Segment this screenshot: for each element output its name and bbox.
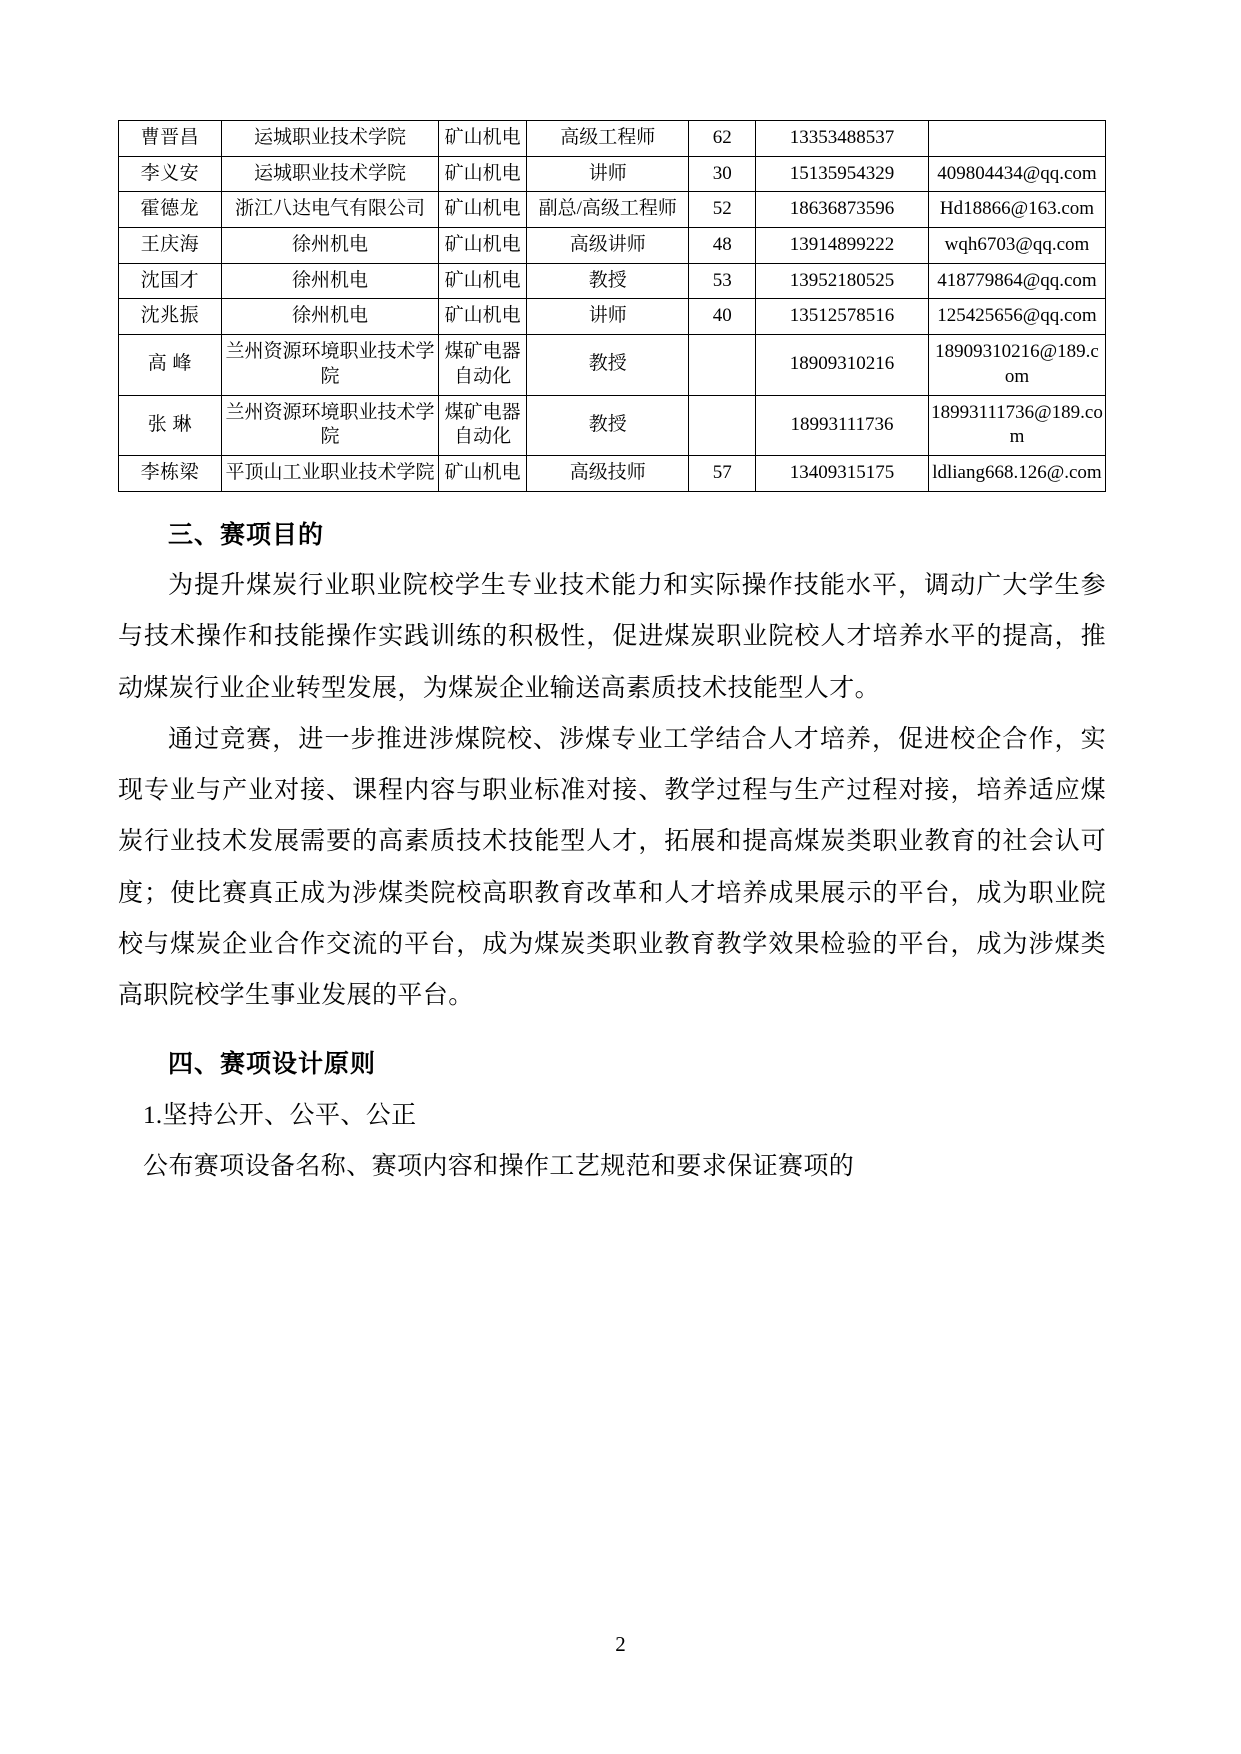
cell-title: 教授 — [527, 335, 689, 395]
cell-email: 409804434@qq.com — [928, 156, 1105, 192]
cell-organization: 平顶山工业职业技术学院 — [221, 455, 438, 491]
table-row — [119, 335, 1106, 395]
cell-age — [689, 395, 756, 455]
cell-age: 48 — [689, 228, 756, 264]
expert-list-table — [118, 120, 1106, 492]
cell-age: 62 — [689, 121, 756, 157]
cell-age: 30 — [689, 156, 756, 192]
cell-age: 57 — [689, 455, 756, 491]
cell-name: 沈国才 — [119, 263, 222, 299]
table-row — [119, 156, 1106, 192]
cell-phone: 13353488537 — [756, 121, 929, 157]
cell-name: 高 峰 — [119, 335, 222, 395]
cell-title: 讲师 — [527, 156, 689, 192]
cell-title: 高级技师 — [527, 455, 689, 491]
table-row — [119, 263, 1106, 299]
table-row — [119, 192, 1106, 228]
cell-phone: 13512578516 — [756, 299, 929, 335]
cell-title: 高级讲师 — [527, 228, 689, 264]
cell-phone: 15135954329 — [756, 156, 929, 192]
cell-phone: 13914899222 — [756, 228, 929, 264]
cell-organization: 徐州机电 — [221, 299, 438, 335]
table-row — [119, 395, 1106, 455]
cell-age: 52 — [689, 192, 756, 228]
cell-organization: 兰州资源环境职业技术学院 — [221, 335, 438, 395]
cell-email — [928, 121, 1105, 157]
table-row — [119, 455, 1106, 491]
cell-email: wqh6703@qq.com — [928, 228, 1105, 264]
cell-age: 53 — [689, 263, 756, 299]
cell-name: 霍德龙 — [119, 192, 222, 228]
cell-major: 矿山机电 — [439, 263, 527, 299]
cell-email: 18993111736@189.com — [928, 395, 1105, 455]
cell-title: 讲师 — [527, 299, 689, 335]
cell-email: 18909310216@189.com — [928, 335, 1105, 395]
cell-major: 矿山机电 — [439, 455, 527, 491]
cell-age: 40 — [689, 299, 756, 335]
cell-title: 教授 — [527, 395, 689, 455]
design-principle-item-1: 1.坚持公开、公平、公正 — [143, 1101, 417, 1129]
table-row — [119, 299, 1106, 335]
cell-phone: 13952180525 — [756, 263, 929, 299]
cell-title: 副总/高级工程师 — [527, 192, 689, 228]
cell-name: 王庆海 — [119, 228, 222, 264]
cell-organization: 徐州机电 — [221, 228, 438, 264]
table-row — [119, 228, 1106, 264]
cell-name: 李栋梁 — [119, 455, 222, 491]
cell-name: 李义安 — [119, 156, 222, 192]
cell-phone: 18909310216 — [756, 335, 929, 395]
cell-organization: 兰州资源环境职业技术学院 — [221, 395, 438, 455]
cell-phone: 13409315175 — [756, 455, 929, 491]
cell-organization: 浙江八达电气有限公司 — [221, 192, 438, 228]
cell-title: 高级工程师 — [527, 121, 689, 157]
cell-major: 矿山机电 — [439, 192, 527, 228]
cell-name: 张 琳 — [119, 395, 222, 455]
section-heading-three: 三、赛项目的 — [168, 520, 325, 549]
paragraph-purpose-2: 通过竞赛，进一步推进涉煤院校、涉煤专业工学结合人才培养，促进校企合作，实现专业与产业对接、课程内容与职业标准对接、教学过程与生产过程对接，培养适应煤炭行业技术发展需要的高素质技术技能型人才，拓展和提高煤炭类职业教育的社会认可度；使比赛真正成为涉煤类院校高职教育改革和人才培养成果展示的平台，成为职业院校与煤炭企业合作交流的平台，成为煤炭类职业教育教学效果检验的平台，成为涉煤类高职院校学生事业发展的平台。 — [118, 725, 1106, 1010]
cell-email: Hd18866@163.com — [928, 192, 1105, 228]
design-principle-item-1-body: 公布赛项设备名称、赛项内容和操作工艺规范和要求保证赛项的 — [143, 1153, 855, 1181]
cell-name: 曹晋昌 — [119, 121, 222, 157]
section-heading-four: 四、赛项设计原则 — [168, 1050, 377, 1079]
table-row — [119, 121, 1106, 157]
cell-major: 矿山机电 — [439, 299, 527, 335]
page-number: 2 — [615, 1632, 626, 1656]
cell-email: ldliang668.126@.com — [928, 455, 1105, 491]
table-body — [119, 121, 1106, 492]
cell-phone: 18636873596 — [756, 192, 929, 228]
cell-phone: 18993111736 — [756, 395, 929, 455]
cell-organization: 运城职业技术学院 — [221, 121, 438, 157]
cell-major: 矿山机电 — [439, 156, 527, 192]
cell-major: 煤矿电器自动化 — [439, 335, 527, 395]
cell-major: 煤矿电器自动化 — [439, 395, 527, 455]
cell-email: 418779864@qq.com — [928, 263, 1105, 299]
cell-name: 沈兆振 — [119, 299, 222, 335]
cell-major: 矿山机电 — [439, 228, 527, 264]
cell-age — [689, 335, 756, 395]
cell-organization: 运城职业技术学院 — [221, 156, 438, 192]
cell-organization: 徐州机电 — [221, 263, 438, 299]
cell-major: 矿山机电 — [439, 121, 527, 157]
paragraph-purpose-1: 为提升煤炭行业职业院校学生专业技术能力和实际操作技能水平，调动广大学生参与技术操作和技能操作实践训练的积极性，促进煤炭职业院校人才培养水平的提高，推动煤炭行业企业转型发展，为煤炭企业输送高素质技术技能型人才。 — [118, 572, 1106, 702]
cell-title: 教授 — [527, 263, 689, 299]
page-content — [118, 120, 1106, 1192]
cell-email: 125425656@qq.com — [928, 299, 1105, 335]
